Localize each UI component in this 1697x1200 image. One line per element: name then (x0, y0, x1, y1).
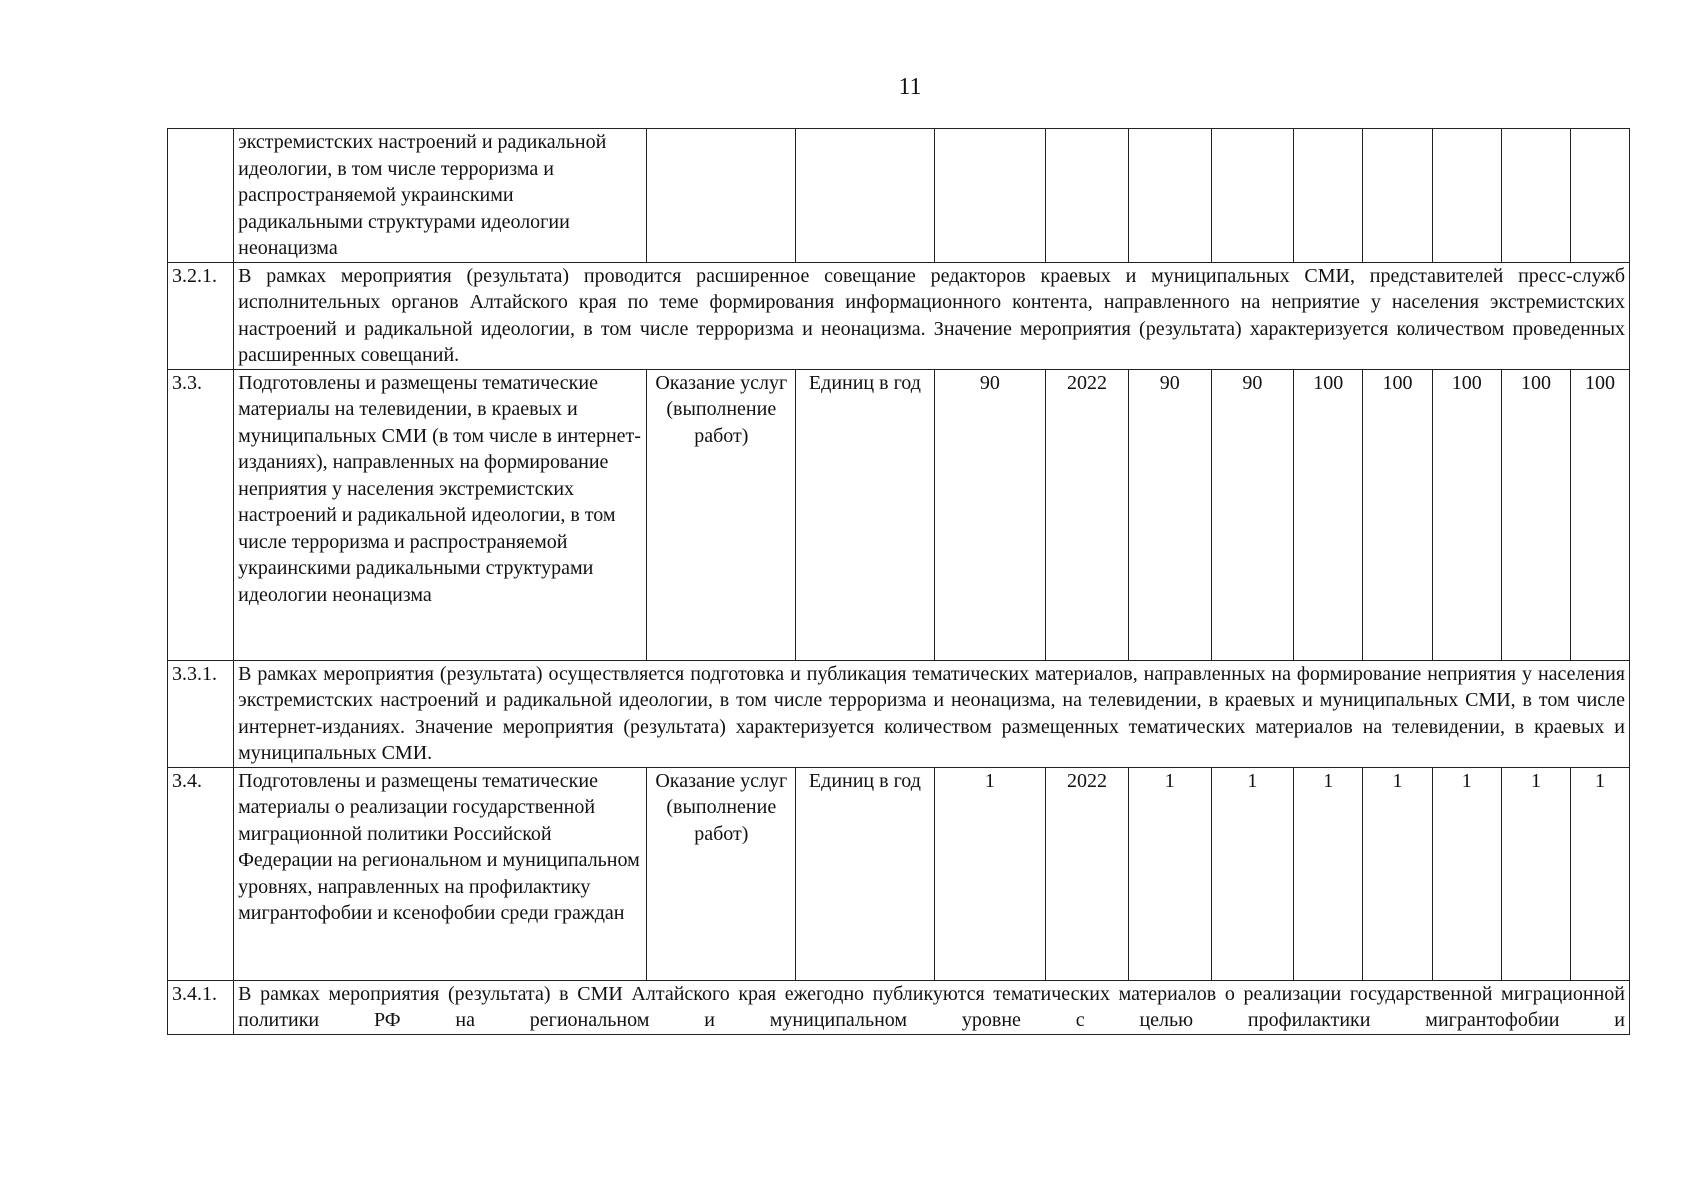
base-value (934, 129, 1046, 263)
year-value: 100 (1432, 369, 1501, 660)
activity-description: В рамках мероприятия (результата) осуществляется подготовка и публикация тематических материалов, направленных на формирование неприятия у населения экстремистских настроений и радикальной идеологии, в том числе терроризма и неонацизма, на телевидении, в краевых и муниципальных СМИ, в том числе интернет-изданиях. Значение мероприятия (результата) характеризуется количеством размещенных тематических материалов на телевидении, в краевых и муниципальных СМИ. (234, 660, 1630, 767)
base-value: 1 (934, 767, 1046, 980)
activity-description: В рамках мероприятия (результата) проводится расширенное совещание редакторов краевых и муниципальных СМИ, представителей пресс-служб исполнительных органов Алтайского края по теме формирования информационного контента, направленного на неприятие у населения экстремистских настроений и радикальной идеологии, в том числе терроризма и неонацизма. Значение мероприятия (результата) характеризуется количеством проведенных расширенных совещаний. (234, 262, 1630, 369)
base-year: 2022 (1046, 767, 1129, 980)
year-value (1571, 129, 1630, 263)
year-value: 100 (1294, 369, 1363, 660)
year-value: 1 (1571, 767, 1630, 980)
year-value: 100 (1363, 369, 1432, 660)
year-value (1432, 129, 1501, 263)
row-number (168, 129, 234, 263)
table-row (168, 129, 1630, 263)
year-value (1128, 129, 1211, 263)
year-value: 1 (1128, 767, 1211, 980)
page-number: 11 (898, 74, 922, 100)
indicator-type: Оказание услуг (выполнение работ) (647, 369, 796, 660)
table-row (168, 369, 1630, 660)
year-value (1294, 129, 1363, 263)
indicator-name: экстремистских настроений и радикальной идеологии, в том числе терроризма и распространяемой украинскими радикальными структурами идеологии неонацизма (234, 129, 647, 263)
base-year (1046, 129, 1129, 263)
row-number: 3.3.1. (168, 660, 234, 767)
indicator-name: Подготовлены и размещены тематические материалы о реализации государственной миграционной политики Российской Федерации на региональном и муниципальном уровнях, направленных на профилактику мигрантофобии и ксенофобии среди граждан (234, 767, 647, 980)
indicator-unit (796, 129, 934, 263)
year-value (1501, 129, 1570, 263)
year-value: 90 (1211, 369, 1294, 660)
base-value: 90 (934, 369, 1046, 660)
year-value: 1 (1363, 767, 1432, 980)
indicator-name: Подготовлены и размещены тематические материалы на телевидении, в краевых и муниципальных СМИ (в том числе в интернет-изданиях), направленных на формирование неприятия у населения экстремистских настроений и радикальной идеологии, в том числе терроризма и распространяемой украинскими радикальными структурами идеологии неонацизма (234, 369, 647, 660)
table-row (168, 980, 1630, 1034)
indicator-type (647, 129, 796, 263)
indicator-unit: Единиц в год (796, 767, 934, 980)
year-value: 1 (1294, 767, 1363, 980)
base-year: 2022 (1046, 369, 1129, 660)
row-number: 3.3. (168, 369, 234, 660)
table-row (168, 660, 1630, 767)
row-number: 3.4.1. (168, 980, 234, 1034)
year-value (1363, 129, 1432, 263)
indicator-type: Оказание услуг (выполнение работ) (647, 767, 796, 980)
row-number: 3.4. (168, 767, 234, 980)
table-row (168, 262, 1630, 369)
year-value: 100 (1571, 369, 1630, 660)
table-row (168, 767, 1630, 980)
year-value: 100 (1501, 369, 1570, 660)
indicators-table (167, 128, 1630, 1035)
year-value (1211, 129, 1294, 263)
indicator-unit: Единиц в год (796, 369, 934, 660)
year-value: 90 (1128, 369, 1211, 660)
year-value: 1 (1501, 767, 1570, 980)
year-value: 1 (1432, 767, 1501, 980)
year-value: 1 (1211, 767, 1294, 980)
activity-description: В рамках мероприятия (результата) в СМИ Алтайского края ежегодно публикуются тематических материалов о реализации государственной миграционной политики РФ на региональном и муниципальном уровне с целью профилактики мигрантофобии и (234, 980, 1630, 1034)
row-number: 3.2.1. (168, 262, 234, 369)
